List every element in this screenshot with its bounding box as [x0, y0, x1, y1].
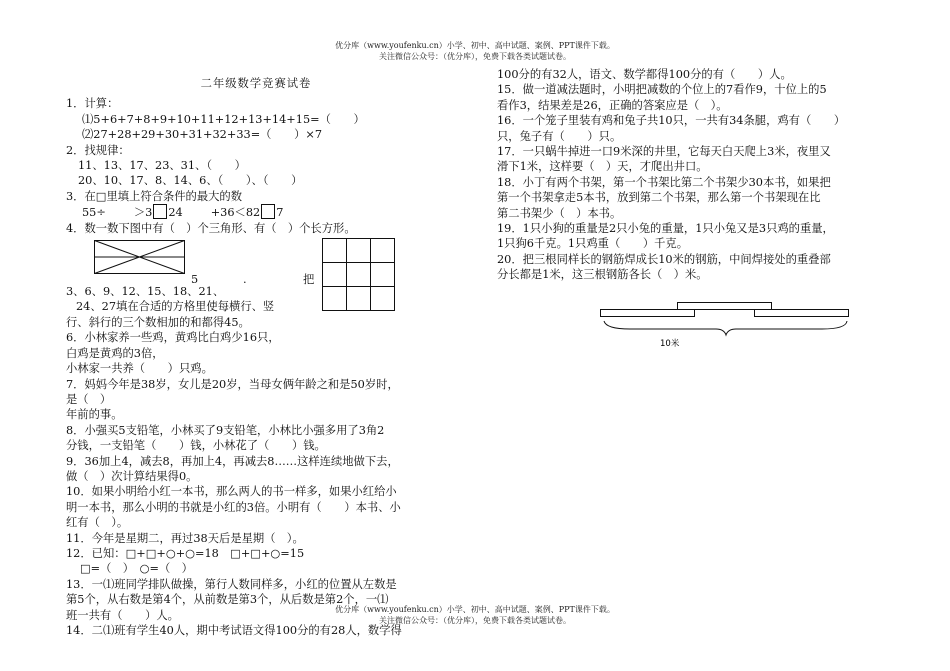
- q9-line-2: 做（ ）次计算结果得0。: [66, 469, 198, 483]
- q5-number: 5: [191, 273, 199, 287]
- q17-line-1: 17．一只蜗牛掉进一口9米深的井里，它每天白天爬上3米，夜里又: [497, 145, 831, 159]
- q1-part-a: ⑴5+6+7+8+9+10+11+12+13+14+15=（ ）: [82, 112, 365, 126]
- q19-line-1: 19．1只小狗的重量是2只小兔的重量，1只小兔又是3只鸡的重量，: [497, 222, 834, 236]
- q5-ba: 把: [303, 273, 315, 287]
- q8-line-1: 8．小强买5支铅笔，小林买了9支铅笔，小林比小强多用了3角2: [66, 423, 385, 437]
- rod-middle: [678, 302, 772, 309]
- footer-line-2: 关注微信公众号：（优分库），免费下载各类试题试卷。: [379, 616, 571, 625]
- q5-line-3: 行、斜行的三个数相加的和都得45。: [66, 315, 250, 329]
- q9-line-1: 9．36加上4，减去8，再加上4，再减去8……这样连续地做下去，: [66, 454, 399, 468]
- q16-line-2: 只，兔子有（ ）只。: [497, 129, 622, 143]
- q6-line-3: 小林家一共养（ ）只鸡。: [66, 362, 213, 376]
- q4-text: 4．数一数下图中有（ ）个三角形、有（ ）个长方形。: [66, 221, 356, 235]
- q7-line-3: 年前的事。: [66, 408, 123, 422]
- q16-line-1: 16．一个笼子里装有鸡和兔子共10只，一共有34条腿，鸡有（ ）: [497, 114, 846, 128]
- q2-part-b: 20、10、17、8、14、6、（ ）、（ ）: [78, 174, 303, 188]
- q7-line-1: 7．妈妈今年是38岁，女儿是20岁，当母女俩年龄之和是50岁时，: [66, 377, 399, 391]
- q3-answer-box-2[interactable]: [261, 204, 275, 219]
- q17-line-2: 滑下1米，这样要（ ）天，才爬出井口。: [497, 160, 708, 174]
- q3-expr-3: 24: [168, 206, 183, 220]
- q3-expressions: [66, 204, 446, 220]
- q5-3x3-grid: [322, 238, 395, 311]
- q2-part-a: 11、13、17、23、31、（ ）: [78, 159, 246, 173]
- q13-line-1: 13．一⑴班同学排队做操，第行人数同样多，小红的位置从左数是: [66, 577, 397, 591]
- q10-line-2: 明一本书，那么小明的书就是小红的3倍。小明有（ ）本书、小: [66, 500, 401, 514]
- q15-line-2: 看作3，结果差是26，正确的答案应是（ ）。: [497, 98, 728, 112]
- q3-title: 3．在□里填上符合条件的最大的数: [66, 189, 243, 203]
- q15-line-1: 15．做一道减法题时，小明把减数的个位上的7看作9，十位上的5: [497, 83, 827, 97]
- q20-line-1: 20．把三根同样长的钢筋焊成长10米的钢筋，中间焊接处的重叠部: [497, 252, 831, 266]
- q1-title: 1．计算：: [66, 97, 119, 111]
- q5-line-1: 3、6、9、12、15、18、21、: [66, 285, 225, 299]
- q20-line-2: 分长都是1米，这三根钢筋各长（ ）米。: [497, 268, 708, 282]
- q3-expr-4: +36＜82: [210, 206, 261, 220]
- rod-left: [601, 309, 695, 316]
- q19-line-2: 1只狗6千克。1只鸡重（ ）千克。: [497, 237, 689, 251]
- q3-answer-box-1[interactable]: [153, 204, 167, 219]
- q20-steel-rods-figure: [600, 301, 852, 353]
- q3-expr-1: 55÷: [82, 206, 106, 220]
- q6-line-2: 白鸡是黄鸡的3倍，: [66, 346, 164, 360]
- q13-line-3: 班一共有（ ）人。: [66, 608, 179, 622]
- q12-line-1: 12．已知：□+□+○+○=18 □+□+○=15: [66, 546, 305, 560]
- q3-expr-5: 7: [276, 206, 284, 220]
- q8-line-2: 分钱，一支铅笔（ ）钱，小林花了（ ）钱。: [66, 439, 326, 453]
- rod-length-label: 10米: [660, 338, 680, 349]
- q4-rectangle-figure: [94, 240, 185, 274]
- q14-text: 14．二⑴班有学生40人，期中考试语文得100分的有28人，数学得: [66, 624, 402, 637]
- q14-continued: 100分的有32人，语文、数学都得100分的有（ ）人。: [497, 68, 792, 81]
- q13-line-2: 第5个，从右数是第4个，从前数是第3个，从后数是第2个，一⑴: [66, 593, 389, 607]
- q5-dot: .: [243, 273, 247, 287]
- q4-q5-figure-row: [66, 238, 446, 287]
- page-title: 二年级数学竞赛试卷: [200, 77, 312, 90]
- q2-title: 2．找规律：: [66, 143, 130, 157]
- q6-line-1: 6．小林家养一些鸡，黄鸡比白鸡少16只，: [66, 331, 280, 345]
- header-line-1: 优分库（www.youfenku.cn）小学、初中、高中试题、案例、PPT课件下载。: [335, 41, 615, 50]
- q18-line-1: 18．小丁有两个书架，第一个书架比第二个书架少30本书，如果把: [497, 175, 831, 189]
- q5-line-2: 24、27填在合适的方格里使每横行、竖: [76, 300, 275, 314]
- q10-line-3: 红有（ ）。: [66, 516, 129, 530]
- header-line-2: 关注微信公众号：（优分库），免费下载各类试题试卷。: [379, 52, 571, 61]
- q3-expr-2: ＞3: [133, 206, 153, 220]
- q18-line-3: 第二书架少（ ）本书。: [497, 206, 622, 220]
- rod-right: [755, 309, 849, 316]
- page-header: [0, 40, 950, 62]
- q11-text: 11．今年是星期二，再过38天后是星期（ ）。: [66, 531, 304, 545]
- page-footer: [0, 604, 950, 626]
- right-column: [497, 67, 892, 353]
- q7-line-2: 是（ ）: [66, 392, 112, 406]
- q18-line-2: 第一个书架拿走5本书，放到第二个书架，那么第一个书架现在比: [497, 191, 821, 205]
- q12-line-2: □=（ ） ○=（ ）: [80, 562, 193, 576]
- q1-part-b: ⑵27+28+29+30+31+32+33=（ ）×7: [82, 128, 323, 142]
- footer-line-1: 优分库（www.youfenku.cn）小学、初中、高中试题、案例、PPT课件下载。: [335, 605, 615, 614]
- left-column: [66, 76, 446, 638]
- q10-line-1: 10．如果小明给小红一本书，那么两人的书一样多，如果小红给小: [66, 485, 397, 499]
- length-brace: [604, 321, 847, 335]
